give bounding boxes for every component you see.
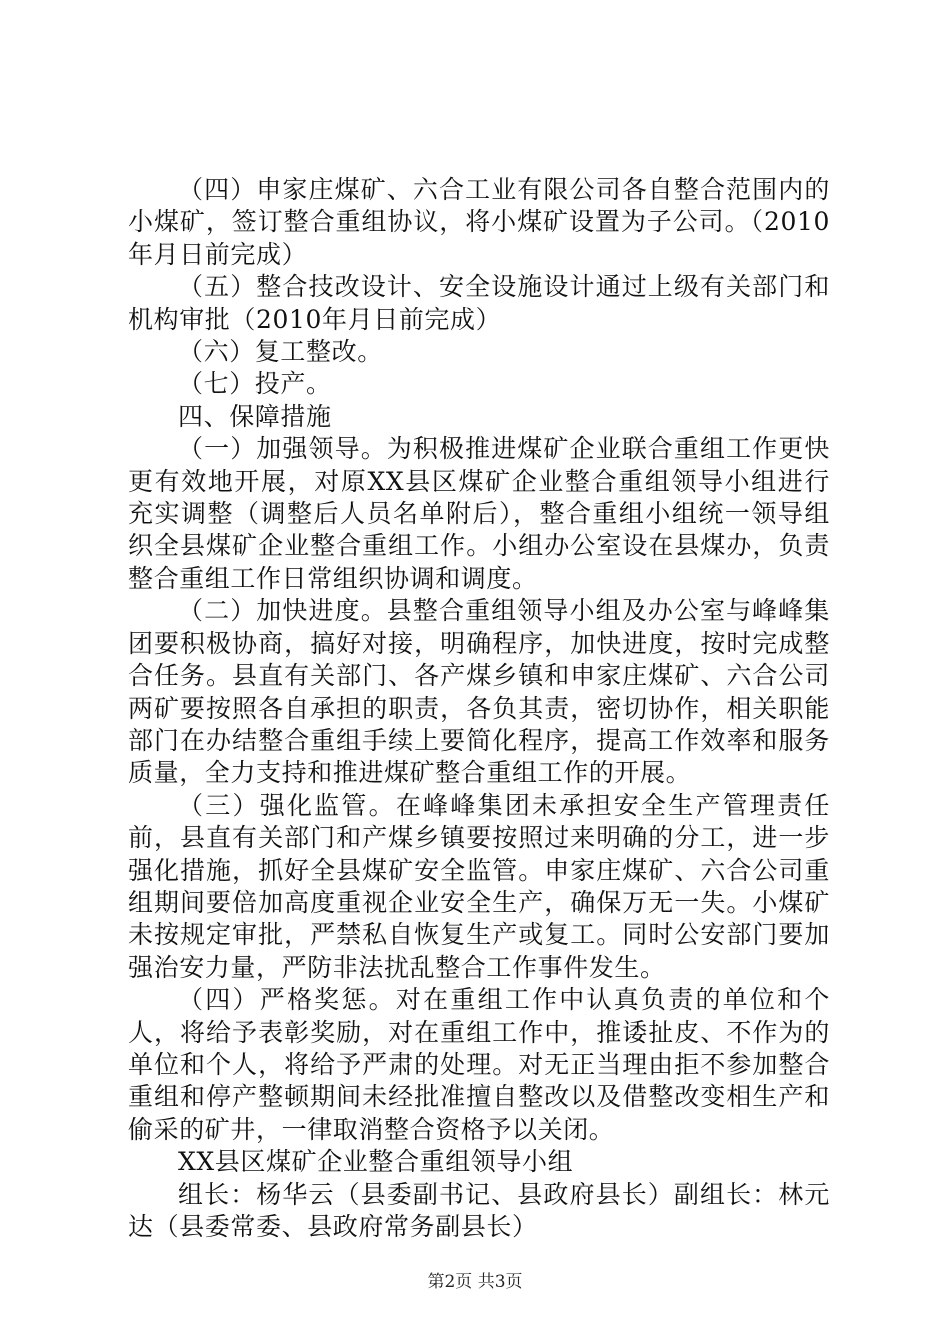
paragraph-item-5-approval: （五）整合技改设计、安全设施设计通过上级有关部门和机构审批（2010年月日前完成） <box>128 272 830 334</box>
paragraph-speed-progress: （二）加快进度。县整合重组领导小组及办公室与峰峰集团要积极协商，搞好对接，明确程序，加快进度，按时完成整合任务。县直有关部门、各产煤乡镇和申家庄煤矿、六合公司两矿要按照各自承担的职责，各负其责，密切协作，相关职能部门在办结整合重组手续上要简化程序，提高工作效率和服务质量，全力支持和推进煤矿整合重组工作的开展。 <box>128 596 830 788</box>
paragraph-item-4-signing: （四）申家庄煤矿、六合工业有限公司各自整合范围内的小煤矿，签订整合重组协议，将小煤矿设置为子公司。（2010年月日前完成） <box>128 175 830 269</box>
document-body <box>128 174 830 1243</box>
group-title: XX县区煤矿企业整合重组领导小组 <box>178 1147 574 1177</box>
paragraph-strengthen-leadership: （一）加强领导。为积极推进煤矿企业联合重组工作更快更有效地开展，对原XX县区煤矿企业整合重组领导小组进行充实调整（调整后人员名单附后），整合重组小组统一领导组织全县煤矿企业整合重组工作。小组办公室设在县煤办，负责整合重组工作日常组织协调和调度。 <box>128 434 830 593</box>
paragraph-item-7-production: （七）投产。 <box>178 369 332 399</box>
page-footer <box>0 1272 950 1292</box>
paragraph-rewards-penalties: （四）严格奖惩。对在重组工作中认真负责的单位和个人，将给予表彰奖励，对在重组工作中，推诿扯皮、不作为的单位和个人，将给予严肃的处理。对无正当理由拒不参加整合重组和停产整顿期间未经批准擅自整改以及借整改变相生产和偷采的矿井，一律取消整合资格予以关闭。 <box>128 985 830 1144</box>
section-heading-safeguards: 四、保障措施 <box>178 401 332 431</box>
paragraph-strengthen-supervision: （三）强化监管。在峰峰集团未承担安全生产管理责任前，县直有关部门和产煤乡镇要按照过来明确的分工，进一步强化措施，抓好全县煤矿安全监管。申家庄煤矿、六合公司重组期间要倍加高度重视企业安全生产，确保万无一失。小煤矿未按规定审批，严禁私自恢复生产或复工。同时公安部门要加强治安力量，严防非法扰乱整合工作事件发生。 <box>128 790 830 982</box>
group-leaders: 组长：杨华云（县委副书记、县政府县长）副组长：林元达（县委常委、县政府常务副县长） <box>128 1179 830 1241</box>
page-number: 第2页 共3页 <box>427 1272 523 1292</box>
paragraph-item-6-rectification: （六）复工整改。 <box>178 337 383 367</box>
